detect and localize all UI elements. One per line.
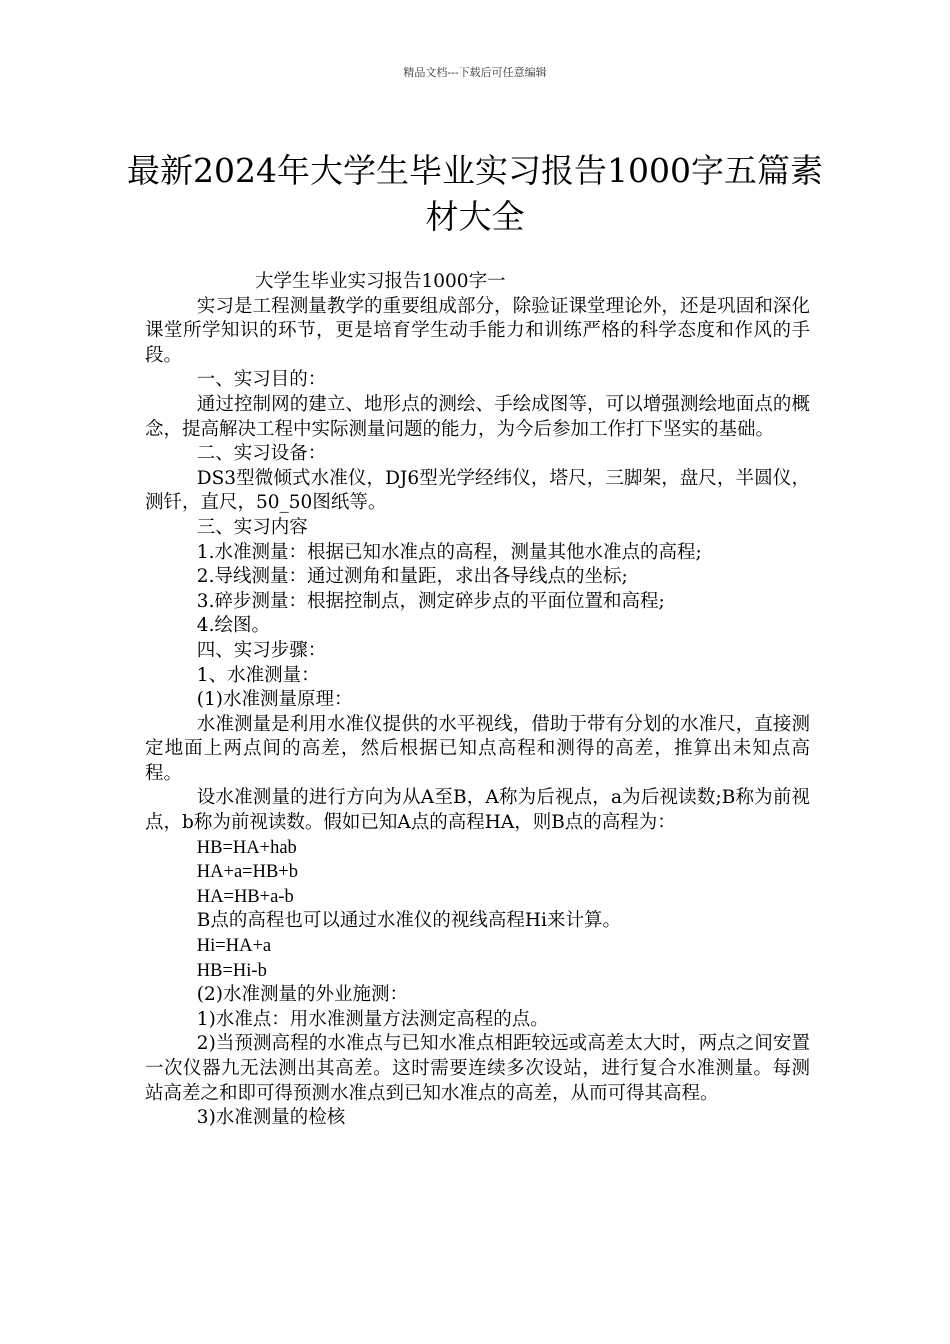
paragraph-intro: 实习是工程测量教学的重要组成部分，除验证课堂理论外，还是巩固和深化课堂所学知识的环节，更是培育学生动手能力和训练严格的科学态度和作风的手段。 <box>145 295 810 366</box>
list-item-benchmark: 1)水准点：用水准测量方法测定高程的点。 <box>196 1008 549 1030</box>
list-item-content-2: 2.导线测量：通过测角和量距，求出各导线点的坐标; <box>196 566 628 588</box>
list-item-check: 3)水准测量的检核 <box>196 1107 346 1129</box>
list-item-content-4: 4.绘图。 <box>196 615 270 637</box>
heading-content: 三、实习内容 <box>196 516 308 538</box>
paragraph-equipment: DS3型微倾式水准仪，DJ6型光学经纬仪，塔尺，三脚架，盘尺，半圆仪，测钎，直尺，50_50图纸等。 <box>145 467 810 514</box>
heading-steps: 四、实习步骤： <box>196 639 327 661</box>
heading-equipment: 二、实习设备： <box>196 443 327 465</box>
paragraph-purpose: 通过控制网的建立、地形点的测绘、手绘成图等，可以增强测绘地面点的概念，提高解决工程中实际测量问题的能力，为今后参加工作打下坚实的基础。 <box>145 393 810 440</box>
section-subtitle: 大学生毕业实习报告1000字一 <box>255 271 506 292</box>
document-body <box>145 270 810 1131</box>
list-item-compound-leveling: 2)当预测高程的水准点与已知水准点相距较远或高差太大时，两点之间安置一次仪器九无法测出其高差。这时需要连续多次设站，进行复合水准测量。每测站高差之和即可得预测水准点到已知水准点的高差，从而可得其高程。 <box>145 1033 810 1104</box>
heading-leveling-principle: (1)水准测量原理： <box>196 689 353 711</box>
formula-2: HA+a=HB+b <box>196 862 298 883</box>
paragraph-leveling-direction: 设水准测量的进行方向为从A至B，A称为后视点，a为后视读数;B称为前视点，b称为前视读数。假如已知A点的高程HA，则B点的高程为： <box>145 787 810 834</box>
formula-3: HA=HB+a-b <box>196 886 294 907</box>
list-item-content-3: 3.碎步测量：根据控制点，测定碎步点的平面位置和高程; <box>196 590 665 612</box>
paragraph-leveling-principle: 水准测量是利用水准仪提供的水平视线，借助于带有分划的水准尺，直接测定地面上两点间的高差，然后根据已知点高程和测得的高差，推算出未知点高程。 <box>145 713 810 784</box>
header-note: 精品文档---下载后可任意编辑 <box>403 66 547 79</box>
document-title: 最新2024年大学生毕业实习报告1000字五篇素材大全 <box>127 151 823 237</box>
formula-5: HB=Hi-b <box>196 960 267 981</box>
list-item-content-1: 1.水准测量：根据已知水准点的高程，测量其他水准点的高程; <box>196 541 702 563</box>
heading-leveling: 1、水准测量： <box>196 664 320 686</box>
heading-field-work: (2)水准测量的外业施测： <box>196 984 409 1006</box>
heading-purpose: 一、实习目的： <box>196 369 327 391</box>
formula-1: HB=HA+hab <box>196 837 297 858</box>
paragraph-sightline: B点的高程也可以通过水准仪的视线高程Hi来计算。 <box>196 910 621 932</box>
formula-4: Hi=HA+a <box>196 936 272 957</box>
